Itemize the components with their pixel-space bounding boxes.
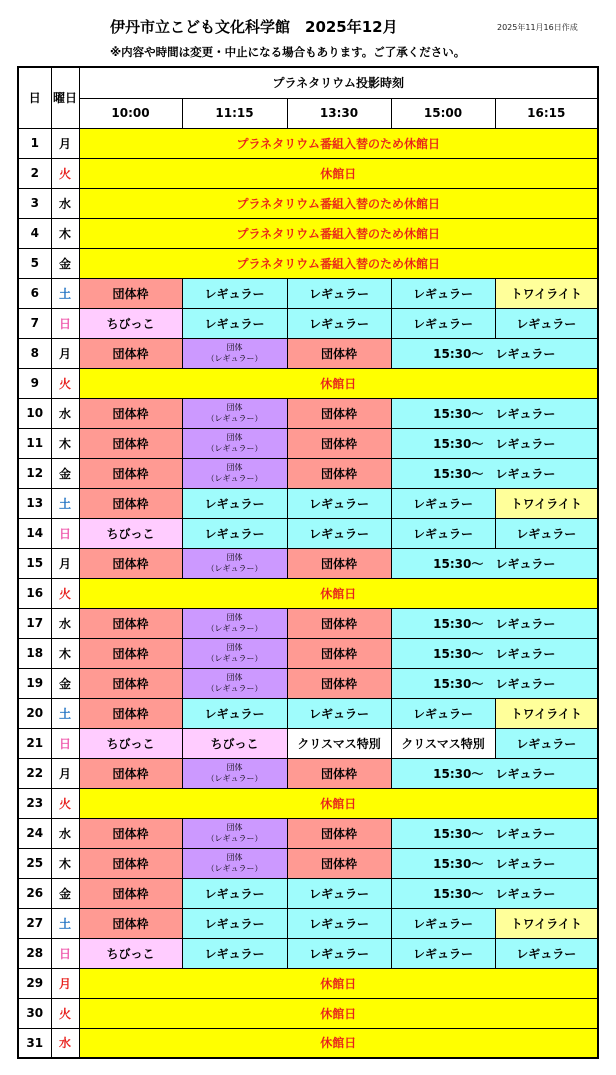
schedule-body: [18, 128, 598, 1058]
group-label: 団体: [226, 643, 243, 652]
twilight-cell: トワイライト: [495, 278, 598, 308]
regular-cell: レギュラー: [287, 488, 391, 518]
table-row: [18, 248, 598, 278]
dantai-cell: 団体枠: [287, 548, 391, 578]
group-regular-cell: [182, 428, 287, 458]
chibikko-cell: ちびっこ: [79, 308, 182, 338]
day-of-week: 火: [51, 788, 79, 818]
dantai-cell: 団体枠: [79, 878, 182, 908]
regular-cell: レギュラー: [287, 308, 391, 338]
regular-sublabel: （レギュラー）: [206, 444, 263, 453]
regular-cell: レギュラー: [391, 938, 495, 968]
header-dow: 曜日: [51, 67, 79, 128]
day-of-week: 水: [51, 818, 79, 848]
regular-sublabel: （レギュラー）: [206, 474, 263, 483]
twilight-cell: トワイライト: [495, 698, 598, 728]
twilight-cell: トワイライト: [495, 908, 598, 938]
regular-sublabel: （レギュラー）: [206, 564, 263, 573]
regular-sublabel: （レギュラー）: [206, 354, 263, 363]
table-row: [18, 578, 598, 608]
closed-renewal-cell: プラネタリウム番組入替のため休館日: [79, 188, 598, 218]
table-row: [18, 608, 598, 638]
closed-renewal-cell: プラネタリウム番組入替のため休館日: [79, 128, 598, 158]
day-of-week: 月: [51, 968, 79, 998]
closed-day-cell: 休館日: [79, 968, 598, 998]
dantai-cell: 団体枠: [287, 398, 391, 428]
day-number: 11: [18, 428, 51, 458]
day-of-week: 日: [51, 518, 79, 548]
regular-cell: レギュラー: [287, 518, 391, 548]
late-regular-cell: 15:30～ レギュラー: [391, 758, 598, 788]
late-regular-cell: 15:30～ レギュラー: [391, 338, 598, 368]
dantai-cell: 団体枠: [79, 458, 182, 488]
regular-cell: レギュラー: [391, 518, 495, 548]
late-regular-cell: 15:30～ レギュラー: [391, 458, 598, 488]
header-planetarium-times: プラネタリウム投影時刻: [79, 67, 598, 98]
day-of-week: 土: [51, 908, 79, 938]
day-of-week: 月: [51, 758, 79, 788]
group-label: 団体: [226, 343, 243, 352]
closed-renewal-cell: プラネタリウム番組入替のため休館日: [79, 248, 598, 278]
day-of-week: 火: [51, 998, 79, 1028]
day-of-week: 水: [51, 188, 79, 218]
day-number: 20: [18, 698, 51, 728]
day-of-week: 土: [51, 698, 79, 728]
table-row: [18, 548, 598, 578]
group-regular-cell: [182, 458, 287, 488]
table-row: [18, 398, 598, 428]
group-label: 団体: [226, 673, 243, 682]
day-number: 29: [18, 968, 51, 998]
header-time-5: 16:15: [495, 98, 598, 128]
day-of-week: 金: [51, 878, 79, 908]
chibikko-cell: ちびっこ: [182, 728, 287, 758]
group-regular-cell: [182, 398, 287, 428]
late-regular-cell: 15:30～ レギュラー: [391, 428, 598, 458]
day-number: 3: [18, 188, 51, 218]
regular-sublabel: （レギュラー）: [206, 684, 263, 693]
dantai-cell: 団体枠: [287, 338, 391, 368]
regular-cell: レギュラー: [182, 908, 287, 938]
header-time-1: 10:00: [79, 98, 182, 128]
table-row: [18, 848, 598, 878]
xmas-cell: クリスマス特別: [391, 728, 495, 758]
regular-sublabel: （レギュラー）: [206, 774, 263, 783]
dantai-cell: 団体枠: [79, 698, 182, 728]
regular-cell: レギュラー: [287, 878, 391, 908]
late-regular-cell: 15:30～ レギュラー: [391, 668, 598, 698]
day-of-week: 金: [51, 458, 79, 488]
group-regular-cell: [182, 818, 287, 848]
group-label: 団体: [226, 853, 243, 862]
table-row: [18, 218, 598, 248]
day-number: 5: [18, 248, 51, 278]
late-regular-cell: 15:30～ レギュラー: [391, 398, 598, 428]
table-row: [18, 278, 598, 308]
day-of-week: 月: [51, 128, 79, 158]
day-number: 13: [18, 488, 51, 518]
day-number: 15: [18, 548, 51, 578]
regular-cell: レギュラー: [495, 938, 598, 968]
header-time-2: 11:15: [182, 98, 287, 128]
dantai-cell: 団体枠: [287, 848, 391, 878]
header-time-3: 13:30: [287, 98, 391, 128]
day-of-week: 日: [51, 938, 79, 968]
regular-cell: レギュラー: [182, 878, 287, 908]
dantai-cell: 団体枠: [79, 758, 182, 788]
regular-cell: レギュラー: [495, 728, 598, 758]
day-of-week: 木: [51, 638, 79, 668]
regular-cell: レギュラー: [495, 518, 598, 548]
closed-day-cell: 休館日: [79, 368, 598, 398]
dantai-cell: 団体枠: [287, 458, 391, 488]
day-number: 31: [18, 1028, 51, 1058]
day-number: 2: [18, 158, 51, 188]
day-of-week: 木: [51, 848, 79, 878]
day-number: 12: [18, 458, 51, 488]
dantai-cell: 団体枠: [79, 548, 182, 578]
regular-cell: レギュラー: [391, 488, 495, 518]
regular-sublabel: （レギュラー）: [206, 624, 263, 633]
group-regular-cell: [182, 608, 287, 638]
group-label: 団体: [226, 823, 243, 832]
group-label: 団体: [226, 433, 243, 442]
table-row: [18, 368, 598, 398]
late-regular-cell: 15:30～ レギュラー: [391, 548, 598, 578]
table-row: [18, 128, 598, 158]
header-day: 日: [18, 67, 51, 128]
dantai-cell: 団体枠: [287, 638, 391, 668]
table-row: [18, 908, 598, 938]
table-row: [18, 668, 598, 698]
day-number: 21: [18, 728, 51, 758]
day-of-week: 火: [51, 368, 79, 398]
day-of-week: 水: [51, 608, 79, 638]
table-row: [18, 818, 598, 848]
regular-cell: レギュラー: [391, 698, 495, 728]
day-number: 18: [18, 638, 51, 668]
table-row: [18, 878, 598, 908]
day-number: 22: [18, 758, 51, 788]
regular-cell: レギュラー: [287, 278, 391, 308]
table-row: [18, 188, 598, 218]
twilight-cell: トワイライト: [495, 488, 598, 518]
day-number: 8: [18, 338, 51, 368]
regular-sublabel: （レギュラー）: [206, 414, 263, 423]
group-regular-cell: [182, 548, 287, 578]
dantai-cell: 団体枠: [79, 908, 182, 938]
chibikko-cell: ちびっこ: [79, 938, 182, 968]
regular-cell: レギュラー: [391, 908, 495, 938]
late-regular-cell: 15:30～ レギュラー: [391, 848, 598, 878]
regular-cell: レギュラー: [182, 518, 287, 548]
header-time-4: 15:00: [391, 98, 495, 128]
day-number: 9: [18, 368, 51, 398]
regular-cell: レギュラー: [182, 698, 287, 728]
dantai-cell: 団体枠: [79, 668, 182, 698]
day-number: 7: [18, 308, 51, 338]
created-date: 2025年11月16日作成: [497, 23, 578, 32]
dantai-cell: 団体枠: [79, 848, 182, 878]
dantai-cell: 団体枠: [79, 278, 182, 308]
table-row: [18, 458, 598, 488]
dantai-cell: 団体枠: [287, 818, 391, 848]
day-number: 14: [18, 518, 51, 548]
late-regular-cell: 15:30～ レギュラー: [391, 878, 598, 908]
group-regular-cell: [182, 668, 287, 698]
dantai-cell: 団体枠: [79, 398, 182, 428]
day-of-week: 火: [51, 158, 79, 188]
day-number: 24: [18, 818, 51, 848]
group-label: 団体: [226, 463, 243, 472]
dantai-cell: 団体枠: [79, 638, 182, 668]
late-regular-cell: 15:30～ レギュラー: [391, 608, 598, 638]
day-of-week: 日: [51, 308, 79, 338]
group-regular-cell: [182, 338, 287, 368]
table-row: [18, 758, 598, 788]
closed-day-cell: 休館日: [79, 158, 598, 188]
group-label: 団体: [226, 403, 243, 412]
dantai-cell: 団体枠: [287, 758, 391, 788]
day-of-week: 木: [51, 428, 79, 458]
regular-sublabel: （レギュラー）: [206, 654, 263, 663]
table-row: [18, 728, 598, 758]
day-number: 28: [18, 938, 51, 968]
day-number: 23: [18, 788, 51, 818]
day-of-week: 日: [51, 728, 79, 758]
regular-cell: レギュラー: [287, 938, 391, 968]
regular-sublabel: （レギュラー）: [206, 834, 263, 843]
day-number: 16: [18, 578, 51, 608]
table-row: [18, 938, 598, 968]
closed-day-cell: 休館日: [79, 998, 598, 1028]
regular-cell: レギュラー: [391, 278, 495, 308]
day-number: 6: [18, 278, 51, 308]
chibikko-cell: ちびっこ: [79, 728, 182, 758]
table-row: [18, 1028, 598, 1058]
day-of-week: 土: [51, 488, 79, 518]
regular-cell: レギュラー: [495, 308, 598, 338]
closed-renewal-cell: プラネタリウム番組入替のため休館日: [79, 218, 598, 248]
dantai-cell: 団体枠: [287, 668, 391, 698]
schedule-table: [17, 66, 599, 1059]
dantai-cell: 団体枠: [79, 428, 182, 458]
day-of-week: 月: [51, 548, 79, 578]
table-row: [18, 488, 598, 518]
table-row: [18, 158, 598, 188]
regular-sublabel: （レギュラー）: [206, 864, 263, 873]
group-label: 団体: [226, 613, 243, 622]
day-of-week: 土: [51, 278, 79, 308]
regular-cell: レギュラー: [182, 278, 287, 308]
dantai-cell: 団体枠: [79, 488, 182, 518]
closed-day-cell: 休館日: [79, 1028, 598, 1058]
closed-day-cell: 休館日: [79, 788, 598, 818]
dantai-cell: 団体枠: [79, 818, 182, 848]
day-number: 1: [18, 128, 51, 158]
table-row: [18, 518, 598, 548]
day-of-week: 火: [51, 578, 79, 608]
group-regular-cell: [182, 758, 287, 788]
regular-cell: レギュラー: [391, 308, 495, 338]
table-row: [18, 968, 598, 998]
dantai-cell: 団体枠: [287, 428, 391, 458]
dantai-cell: 団体枠: [79, 338, 182, 368]
group-regular-cell: [182, 848, 287, 878]
table-row: [18, 338, 598, 368]
table-row: [18, 308, 598, 338]
day-number: 30: [18, 998, 51, 1028]
regular-cell: レギュラー: [182, 938, 287, 968]
closed-day-cell: 休館日: [79, 578, 598, 608]
day-of-week: 木: [51, 218, 79, 248]
regular-cell: レギュラー: [182, 488, 287, 518]
late-regular-cell: 15:30～ レギュラー: [391, 638, 598, 668]
chibikko-cell: ちびっこ: [79, 518, 182, 548]
group-label: 団体: [226, 553, 243, 562]
day-of-week: 水: [51, 1028, 79, 1058]
regular-cell: レギュラー: [287, 908, 391, 938]
table-row: [18, 428, 598, 458]
table-row: [18, 998, 598, 1028]
day-number: 10: [18, 398, 51, 428]
xmas-cell: クリスマス特別: [287, 728, 391, 758]
day-of-week: 水: [51, 398, 79, 428]
group-regular-cell: [182, 638, 287, 668]
day-of-week: 金: [51, 248, 79, 278]
table-row: [18, 698, 598, 728]
page-title: 伊丹市立こども文化科学館 2025年12月: [110, 18, 398, 36]
day-of-week: 金: [51, 668, 79, 698]
notice-text: ※内容や時間は変更・中止になる場合もあります。ご了承ください。: [110, 45, 466, 59]
day-number: 27: [18, 908, 51, 938]
dantai-cell: 団体枠: [287, 608, 391, 638]
day-of-week: 月: [51, 338, 79, 368]
table-row: [18, 788, 598, 818]
table-row: [18, 638, 598, 668]
day-number: 19: [18, 668, 51, 698]
day-number: 26: [18, 878, 51, 908]
day-number: 17: [18, 608, 51, 638]
day-number: 4: [18, 218, 51, 248]
dantai-cell: 団体枠: [79, 608, 182, 638]
day-number: 25: [18, 848, 51, 878]
regular-cell: レギュラー: [287, 698, 391, 728]
late-regular-cell: 15:30～ レギュラー: [391, 818, 598, 848]
regular-cell: レギュラー: [182, 308, 287, 338]
group-label: 団体: [226, 763, 243, 772]
